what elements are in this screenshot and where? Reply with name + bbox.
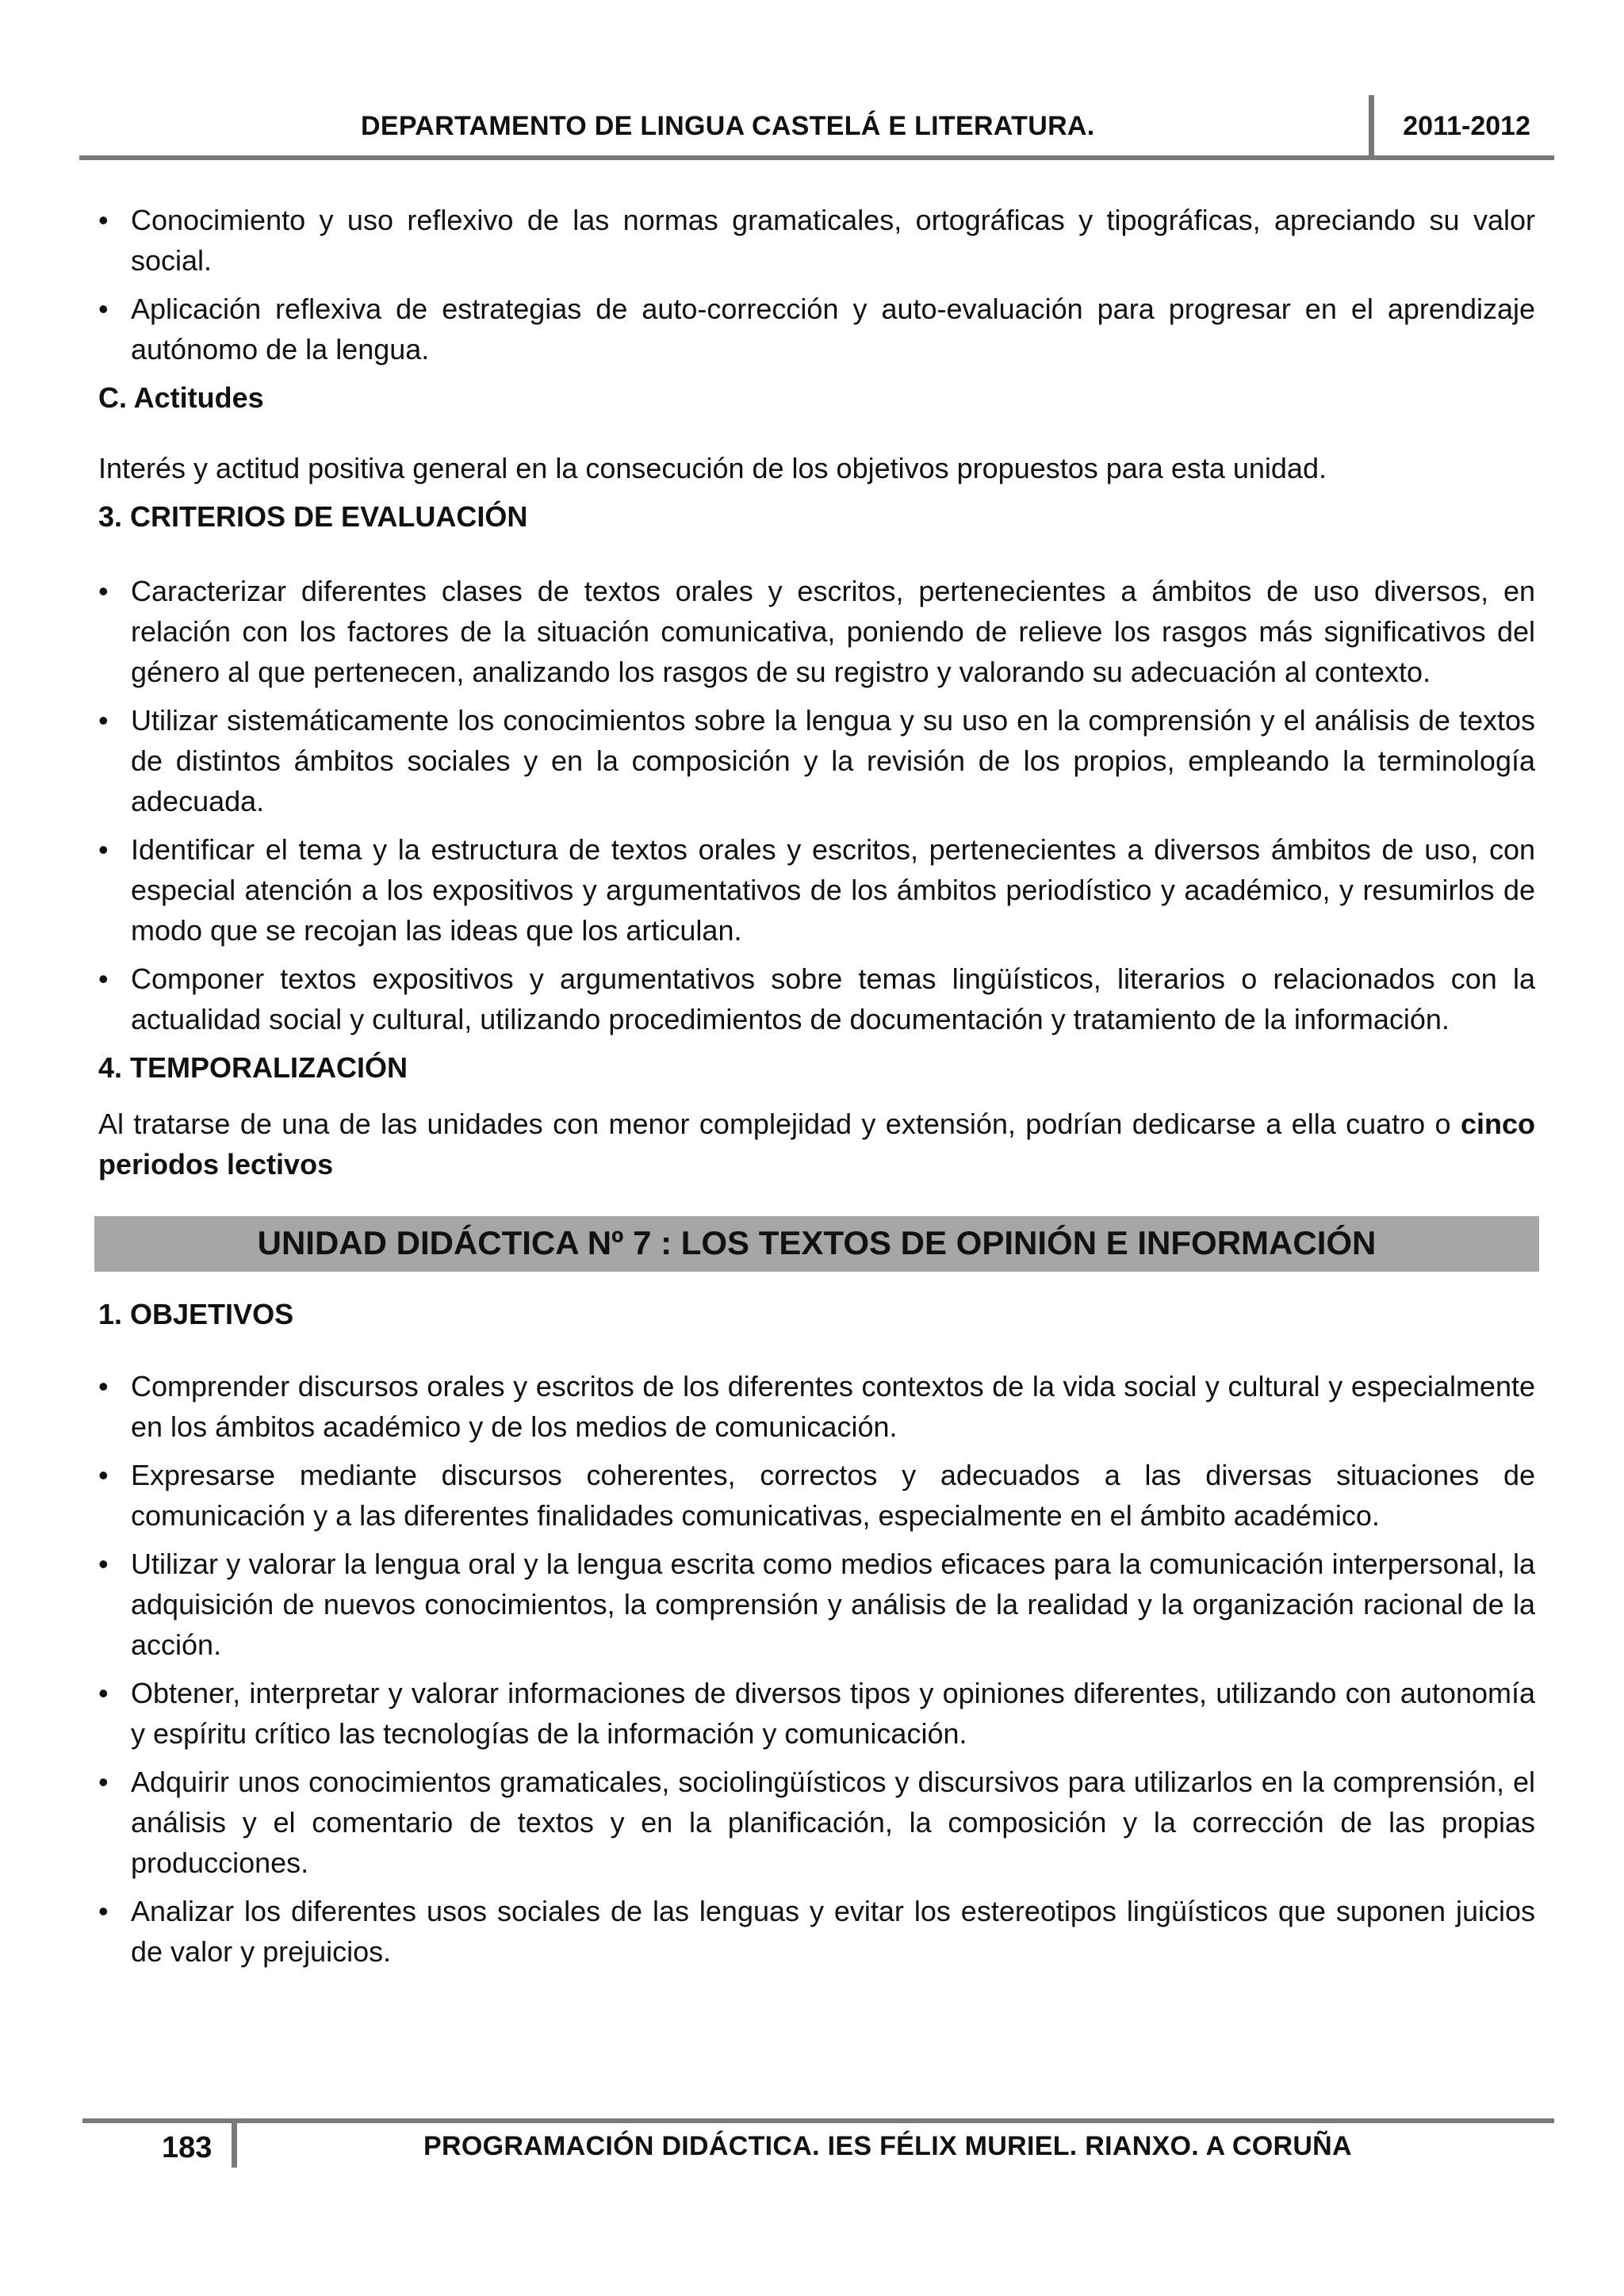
bullet-icon: • [98, 575, 109, 607]
page-header [79, 95, 1554, 160]
bullet-icon: • [98, 1548, 109, 1580]
section-heading-temporalizacion: 4. TEMPORALIZACIÓN [98, 1051, 408, 1084]
bullet-icon: • [98, 1459, 109, 1491]
header-title: DEPARTAMENTO DE LINGUA CASTELÁ E LITERATURA. [361, 111, 1095, 141]
list-item: • Adquirir unos conocimientos gramaticales, sociolingüísticos y discursivos para utilizarlos en la comprensión, el análisis y el comentario de textos y en la planificación, la composición y la corrección de las propias producciones. [98, 1762, 1535, 1883]
bullet-icon: • [98, 293, 109, 325]
bullet-icon: • [98, 204, 109, 236]
bullet-icon: • [98, 1895, 109, 1927]
list-item: • Componer textos expositivos y argumentativos sobre temas lingüísticos, literarios o relacionados con la actualidad social y cultural, utilizando procedimientos de documentación y tratamiento de la información. [98, 959, 1535, 1039]
section-heading-criterios: 3. CRITERIOS DE EVALUACIÓN [98, 500, 528, 533]
list-item: • Caracterizar diferentes clases de textos orales y escritos, pertenecientes a ámbitos de uso diversos, en relación con los factores de la situación comunicativa, poniendo de relieve los rasgos más significativos del género al que pertenecen, analizando los rasgos de su registro y valorando su adecuación al contexto. [98, 571, 1535, 692]
unit-title-banner: UNIDAD DIDÁCTICA Nº 7 : LOS TEXTOS DE OPINIÓN E INFORMACIÓN [94, 1216, 1539, 1272]
header-year: 2011-2012 [1403, 111, 1530, 141]
actitudes-text: Interés y actitud positiva general en la consecución de los objetivos propuestos para esta unidad. [98, 452, 1327, 484]
bullet-icon: • [98, 962, 109, 995]
footer-separator [232, 2118, 237, 2168]
bullet-icon: • [98, 833, 109, 866]
bullet-icon: • [98, 1370, 109, 1402]
list-item: • Aplicación reflexiva de estrategias de auto-corrección y auto-evaluación para progresar en el aprendizaje autónomo de la lengua. [98, 289, 1535, 369]
header-rule [79, 155, 1554, 160]
bullet-icon: • [98, 1677, 109, 1709]
list-item: • Analizar los diferentes usos sociales de las lenguas y evitar los estereotipos lingüísticos que suponen juicios de valor y prejuicios. [98, 1891, 1535, 1972]
header-separator [1369, 95, 1374, 160]
page-footer [82, 2118, 1554, 2198]
page-content [98, 200, 1535, 1980]
list-item: • Expresarse mediante discursos coherentes, correctos y adecuados a las diversas situaciones de comunicación y a las diferentes finalidades comunicativas, especialmente en el ámbito académico. [98, 1455, 1535, 1536]
temporalizacion-text: Al tratarse de una de las unidades con menor complejidad y extensión, podrían dedicarse a ella cuatro o cinco periodos lectivos [98, 1108, 1535, 1181]
list-item: • Obtener, interpretar y valorar informaciones de diversos tipos y opiniones diferentes, utilizando con autonomía y espíritu crítico las tecnologías de la información y comunicación. [98, 1673, 1535, 1754]
section-heading-objetivos: 1. OBJETIVOS [98, 1298, 294, 1330]
footer-text: PROGRAMACIÓN DIDÁCTICA. IES FÉLIX MURIEL. RIANXO. A CORUÑA [423, 2131, 1352, 2161]
list-item: • Conocimiento y uso reflexivo de las normas gramaticales, ortográficas y tipográficas, apreciando su valor social. [98, 200, 1535, 281]
list-item: • Utilizar y valorar la lengua oral y la lengua escrita como medios eficaces para la comunicación interpersonal, la adquisición de nuevos conocimientos, la comprensión y análisis de la realidad y la organización racional de la acción. [98, 1544, 1535, 1665]
section-heading-actitudes: C. Actitudes [98, 381, 264, 414]
list-item: • Utilizar sistemáticamente los conocimientos sobre la lengua y su uso en la comprensión y el análisis de textos de distintos ámbitos sociales y en la composición y la revisión de los propios, empleando la terminología adecuada. [98, 700, 1535, 821]
list-item: • Comprender discursos orales y escritos de los diferentes contextos de la vida social y cultural y especialmente en los ámbitos académico y de los medios de comunicación. [98, 1366, 1535, 1447]
page-number: 183 [162, 2131, 213, 2164]
bullet-icon: • [98, 1766, 109, 1798]
list-item: • Identificar el tema y la estructura de textos orales y escritos, pertenecientes a diversos ámbitos de uso, con especial atención a los expositivos y argumentativos de los ámbitos periodístico y académico, y resumirlos de modo que se recojan las ideas que los articulan. [98, 829, 1535, 951]
footer-rule [82, 2118, 1554, 2123]
bullet-icon: • [98, 704, 109, 737]
